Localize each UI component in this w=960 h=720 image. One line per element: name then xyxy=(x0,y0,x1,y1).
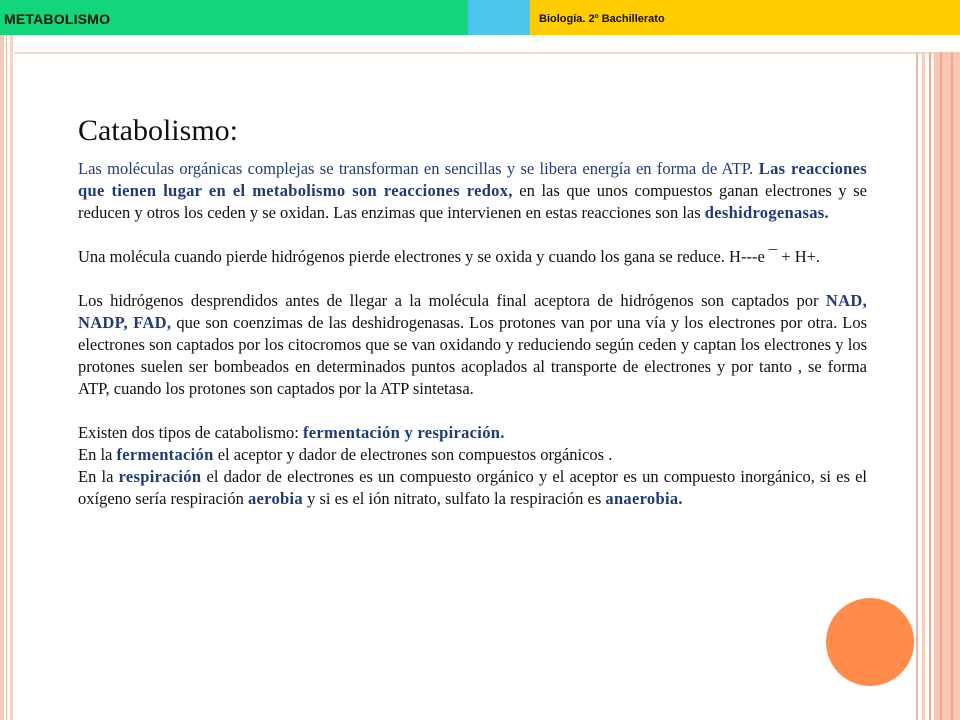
paragraph-respiration xyxy=(78,466,867,510)
types-highlight: fermentación y respiración. xyxy=(303,423,505,442)
coenzymes-highlight: NAD, NADP, FAD, xyxy=(78,291,867,332)
top-border-line xyxy=(14,52,960,54)
aerobia-highlight: aerobia xyxy=(247,489,303,508)
redox-highlight: Las reacciones que tienen lugar en el metabolismo son reacciones redox, xyxy=(78,159,867,200)
slide-title: Catabolismo: xyxy=(78,114,238,147)
right-border-stripe xyxy=(940,52,942,720)
right-border-stripe xyxy=(951,52,953,720)
right-border-stripe xyxy=(929,52,931,720)
paragraph-intro xyxy=(78,158,867,224)
right-border-stripe xyxy=(922,52,925,720)
deshidrogenasas-highlight: deshidrogenasas. xyxy=(704,203,829,222)
decorative-circle xyxy=(826,598,914,686)
intro-text: Las moléculas orgánicas complejas se transforman en sencillas y se libera energía en forma de ATP. xyxy=(78,159,754,178)
hydrogens-text: Los hidrógenos desprendidos antes de llegar a la molécula final aceptora de hidrógenos son captados por xyxy=(78,291,826,310)
types-text: Existen dos tipos de catabolismo: xyxy=(78,423,304,442)
fermentation-text-cont: el aceptor y dador de electrones son compuestos orgánicos . xyxy=(213,445,613,464)
header-bar-blue xyxy=(468,0,530,35)
right-border-stripe xyxy=(916,52,918,720)
header-subtitle: Biología. 2º Bachillerato xyxy=(539,13,665,25)
right-border-stripe xyxy=(934,52,960,720)
paragraph-types xyxy=(78,422,867,444)
header-title: METABOLISMO xyxy=(4,11,111,27)
hydrogens-text-cont: que son coenzimas de las deshidrogenasas. Los protones van por una vía y los electrones por otra. Los electrones son captados por los citocromos que se van oxidando y reduciendo según ceden y captan los electrones y los protones suelen ser bombeados en determinados puntos acoplados al transporte de electrones y por tanto , se forma ATP, cuando los protones son captados por la ATP sintetasa. xyxy=(78,313,867,398)
slide-body xyxy=(78,158,867,510)
respiration-text: En la xyxy=(78,467,119,486)
respiration-highlight: respiración xyxy=(118,467,202,486)
left-border-line xyxy=(10,35,13,720)
anaerobia-highlight: anaerobia. xyxy=(605,489,683,508)
fermentation-highlight: fermentación xyxy=(116,445,214,464)
left-border-line xyxy=(0,35,4,720)
fermentation-text: En la xyxy=(78,445,117,464)
paragraph-fermentation xyxy=(78,444,867,466)
intro-text-cont: en las que unos compuestos ganan electrones y se reducen y otros los ceden y se oxidan. Las enzimas que intervienen en estas reacciones son las xyxy=(78,181,868,222)
paragraph-oxidation: Una molécula cuando pierde hidrógenos pierde electrones y se oxida y cuando los gana se reduce. H---e ¯ + H+. xyxy=(78,247,821,266)
left-border-line xyxy=(6,35,7,720)
respiration-text-cont: el dador de electrones es un compuesto orgánico y el aceptor es un compuesto inorgánico, si es el oxígeno sería respiración xyxy=(78,467,867,508)
respiration-text-cont2: y si es el ión nitrato, sulfato la respiración es xyxy=(302,489,606,508)
paragraph-hydrogens xyxy=(78,290,867,400)
